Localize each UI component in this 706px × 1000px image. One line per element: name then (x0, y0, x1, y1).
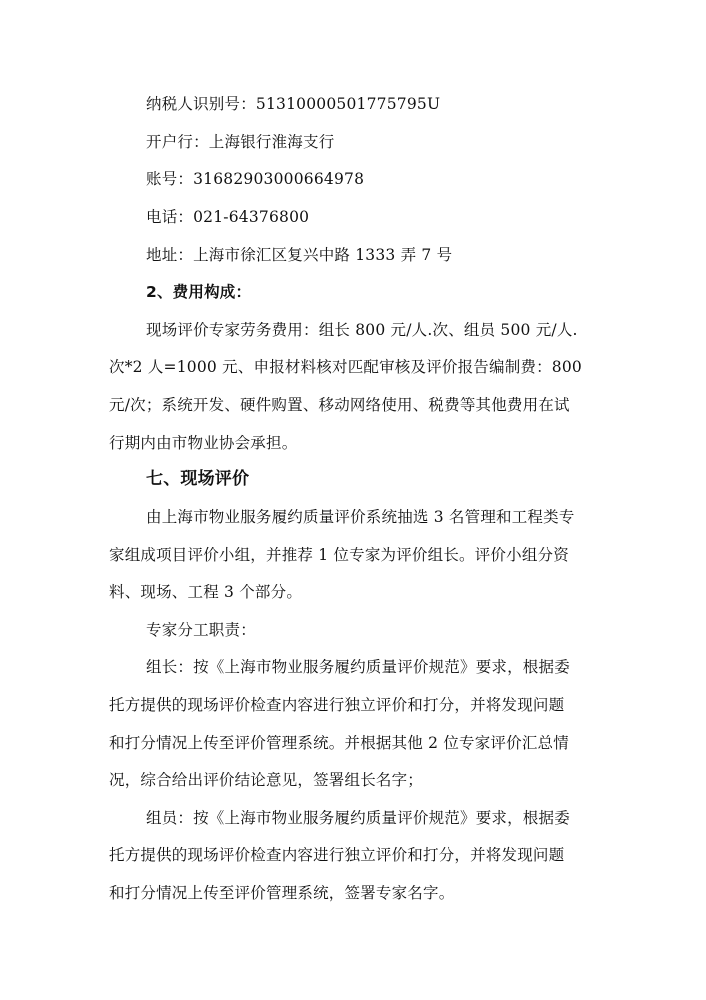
fee-line: 次*2 人=1000 元、申报材料核对匹配审核及评价报告编制费：800 (109, 358, 582, 376)
duties-label: 专家分工职责： (146, 621, 256, 639)
leader-line: 和打分情况上传至评价管理系统。并根据其他 2 位专家评价汇总情 (109, 734, 569, 752)
fee-line: 行期内由市物业协会承担。 (109, 434, 298, 452)
tax-id-line: 纳税人识别号：51310000501775795U (146, 95, 441, 113)
account-line: 账号：31682903000664978 (146, 170, 365, 188)
member-line: 组员：按《上海市物业服务履约质量评价规范》要求，根据委 (146, 809, 570, 827)
fee-line: 现场评价专家劳务费用：组长 800 元/人.次、组员 500 元/人. (146, 321, 578, 339)
fee-heading: 2、费用构成： (146, 283, 252, 301)
leader-line: 组长：按《上海市物业服务履约质量评价规范》要求，根据委 (146, 658, 570, 676)
member-line: 和打分情况上传至评价管理系统，签署专家名字。 (109, 884, 455, 902)
intro-line: 料、现场、工程 3 个部分。 (109, 583, 303, 601)
intro-line: 由上海市物业服务履约质量评价系统抽选 3 名管理和工程类专 (146, 508, 575, 526)
leader-line: 托方提供的现场评价检查内容进行独立评价和打分，并将发现问题 (109, 696, 565, 714)
member-line: 托方提供的现场评价检查内容进行独立评价和打分，并将发现问题 (109, 846, 565, 864)
bank-line: 开户行：上海银行淮海支行 (146, 133, 335, 151)
section-7-heading: 七、现场评价 (146, 469, 250, 489)
intro-line: 家组成项目评价小组，并推荐 1 位专家为评价组长。评价小组分资 (109, 546, 569, 564)
fee-line: 元/次；系统开发、硬件购置、移动网络使用、税费等其他费用在试 (109, 396, 570, 414)
phone-line: 电话：021-64376800 (146, 208, 310, 226)
address-line: 地址：上海市徐汇区复兴中路 1333 弄 7 号 (146, 246, 453, 264)
leader-line: 况，综合给出评价结论意见，签署组长名字； (109, 771, 424, 789)
